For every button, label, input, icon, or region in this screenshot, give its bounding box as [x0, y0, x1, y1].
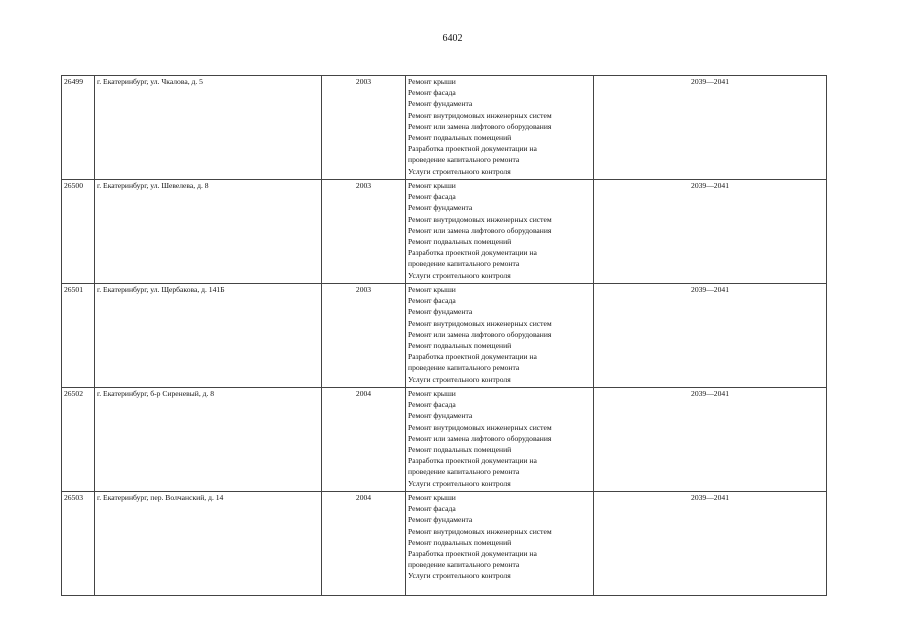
- page-number: 6402: [442, 33, 463, 44]
- work-item: проведение капитального ремонта: [408, 363, 520, 373]
- work-item: Ремонт крыши: [408, 285, 456, 294]
- work-item: Ремонт крыши: [408, 389, 456, 398]
- work-item: Ремонт фасада: [408, 296, 456, 306]
- year-cell: 2004: [322, 388, 406, 492]
- year-cell: 2003: [322, 180, 406, 284]
- capital-repair-table: [61, 75, 827, 596]
- work-item: Ремонт фасада: [408, 400, 456, 410]
- address-cell: г. Екатеринбург, ул. Шевелева, д. 8: [95, 180, 322, 284]
- work-item: Ремонт фасада: [408, 88, 456, 98]
- work-item: Ремонт подвальных помещений: [408, 133, 512, 143]
- year-cell: 2003: [322, 76, 406, 180]
- work-item: Ремонт фундамента: [408, 307, 473, 317]
- work-item: Ремонт или замена лифтового оборудования: [408, 225, 552, 235]
- table-row: [62, 180, 827, 284]
- work-item: проведение капитального ремонта: [408, 155, 520, 165]
- row-id-cell: 26499: [62, 76, 95, 180]
- work-item: Ремонт внутридомовых инженерных систем: [408, 318, 552, 328]
- table-body: [62, 76, 827, 596]
- work-item: Ремонт фасада: [408, 192, 456, 202]
- row-id-cell: 26502: [62, 388, 95, 492]
- table-row: [62, 76, 827, 180]
- works-cell: [406, 492, 594, 596]
- table-row: [62, 284, 827, 388]
- works-cell: [406, 76, 594, 180]
- address-cell: г. Екатеринбург, ул. Щербакова, д. 141Б: [95, 284, 322, 388]
- work-item: Ремонт фундамента: [408, 515, 473, 525]
- work-item: Ремонт внутридомовых инженерных систем: [408, 422, 552, 432]
- work-item: Услуги строительного контроля: [408, 571, 511, 581]
- work-item: проведение капитального ремонта: [408, 467, 520, 477]
- work-item: Ремонт подвальных помещений: [408, 237, 512, 247]
- work-item: Услуги строительного контроля: [408, 374, 511, 384]
- work-item: Ремонт или замена лифтового оборудования: [408, 121, 552, 131]
- table-row: [62, 492, 827, 596]
- work-item: Ремонт или замена лифтового оборудования: [408, 433, 552, 443]
- work-item: проведение капитального ремонта: [408, 259, 520, 269]
- address-cell: г. Екатеринбург, пер. Волчанский, д. 14: [95, 492, 322, 596]
- work-item: Ремонт фасада: [408, 504, 456, 514]
- period-cell: 2039—2041: [594, 180, 827, 284]
- period-cell: 2039—2041: [594, 284, 827, 388]
- work-item: Ремонт или замена лифтового оборудования: [408, 329, 552, 339]
- work-item: Ремонт внутридомовых инженерных систем: [408, 526, 552, 536]
- work-item: Услуги строительного контроля: [408, 166, 511, 176]
- work-item: Услуги строительного контроля: [408, 270, 511, 280]
- work-item: Услуги строительного контроля: [408, 478, 511, 488]
- works-cell: [406, 180, 594, 284]
- work-item: Ремонт подвальных помещений: [408, 537, 512, 547]
- work-item: Ремонт внутридомовых инженерных систем: [408, 214, 552, 224]
- year-cell: 2003: [322, 284, 406, 388]
- work-item: проведение капитального ремонта: [408, 560, 520, 570]
- period-cell: 2039—2041: [594, 388, 827, 492]
- work-item: Ремонт подвальных помещений: [408, 445, 512, 455]
- table-row: [62, 388, 827, 492]
- period-cell: 2039—2041: [594, 492, 827, 596]
- row-id-cell: 26501: [62, 284, 95, 388]
- works-cell: [406, 284, 594, 388]
- work-item: Разработка проектной документации на: [408, 549, 537, 559]
- work-item: Ремонт крыши: [408, 77, 456, 86]
- work-item: Разработка проектной документации на: [408, 248, 537, 258]
- work-item: Разработка проектной документации на: [408, 352, 537, 362]
- work-item: Ремонт фундамента: [408, 203, 473, 213]
- work-item: Разработка проектной документации на: [408, 144, 537, 154]
- work-item: Ремонт крыши: [408, 493, 456, 502]
- work-item: Ремонт подвальных помещений: [408, 341, 512, 351]
- works-cell: [406, 388, 594, 492]
- work-item: Ремонт фундамента: [408, 411, 473, 421]
- work-item: Ремонт внутридомовых инженерных систем: [408, 110, 552, 120]
- work-item: Разработка проектной документации на: [408, 456, 537, 466]
- row-id-cell: 26503: [62, 492, 95, 596]
- work-item: Ремонт крыши: [408, 181, 456, 190]
- year-cell: 2004: [322, 492, 406, 596]
- work-item: Ремонт фундамента: [408, 99, 473, 109]
- period-cell: 2039—2041: [594, 76, 827, 180]
- row-id-cell: 26500: [62, 180, 95, 284]
- address-cell: г. Екатеринбург, б-р Сиреневый, д. 8: [95, 388, 322, 492]
- address-cell: г. Екатеринбург, ул. Чкалова, д. 5: [95, 76, 322, 180]
